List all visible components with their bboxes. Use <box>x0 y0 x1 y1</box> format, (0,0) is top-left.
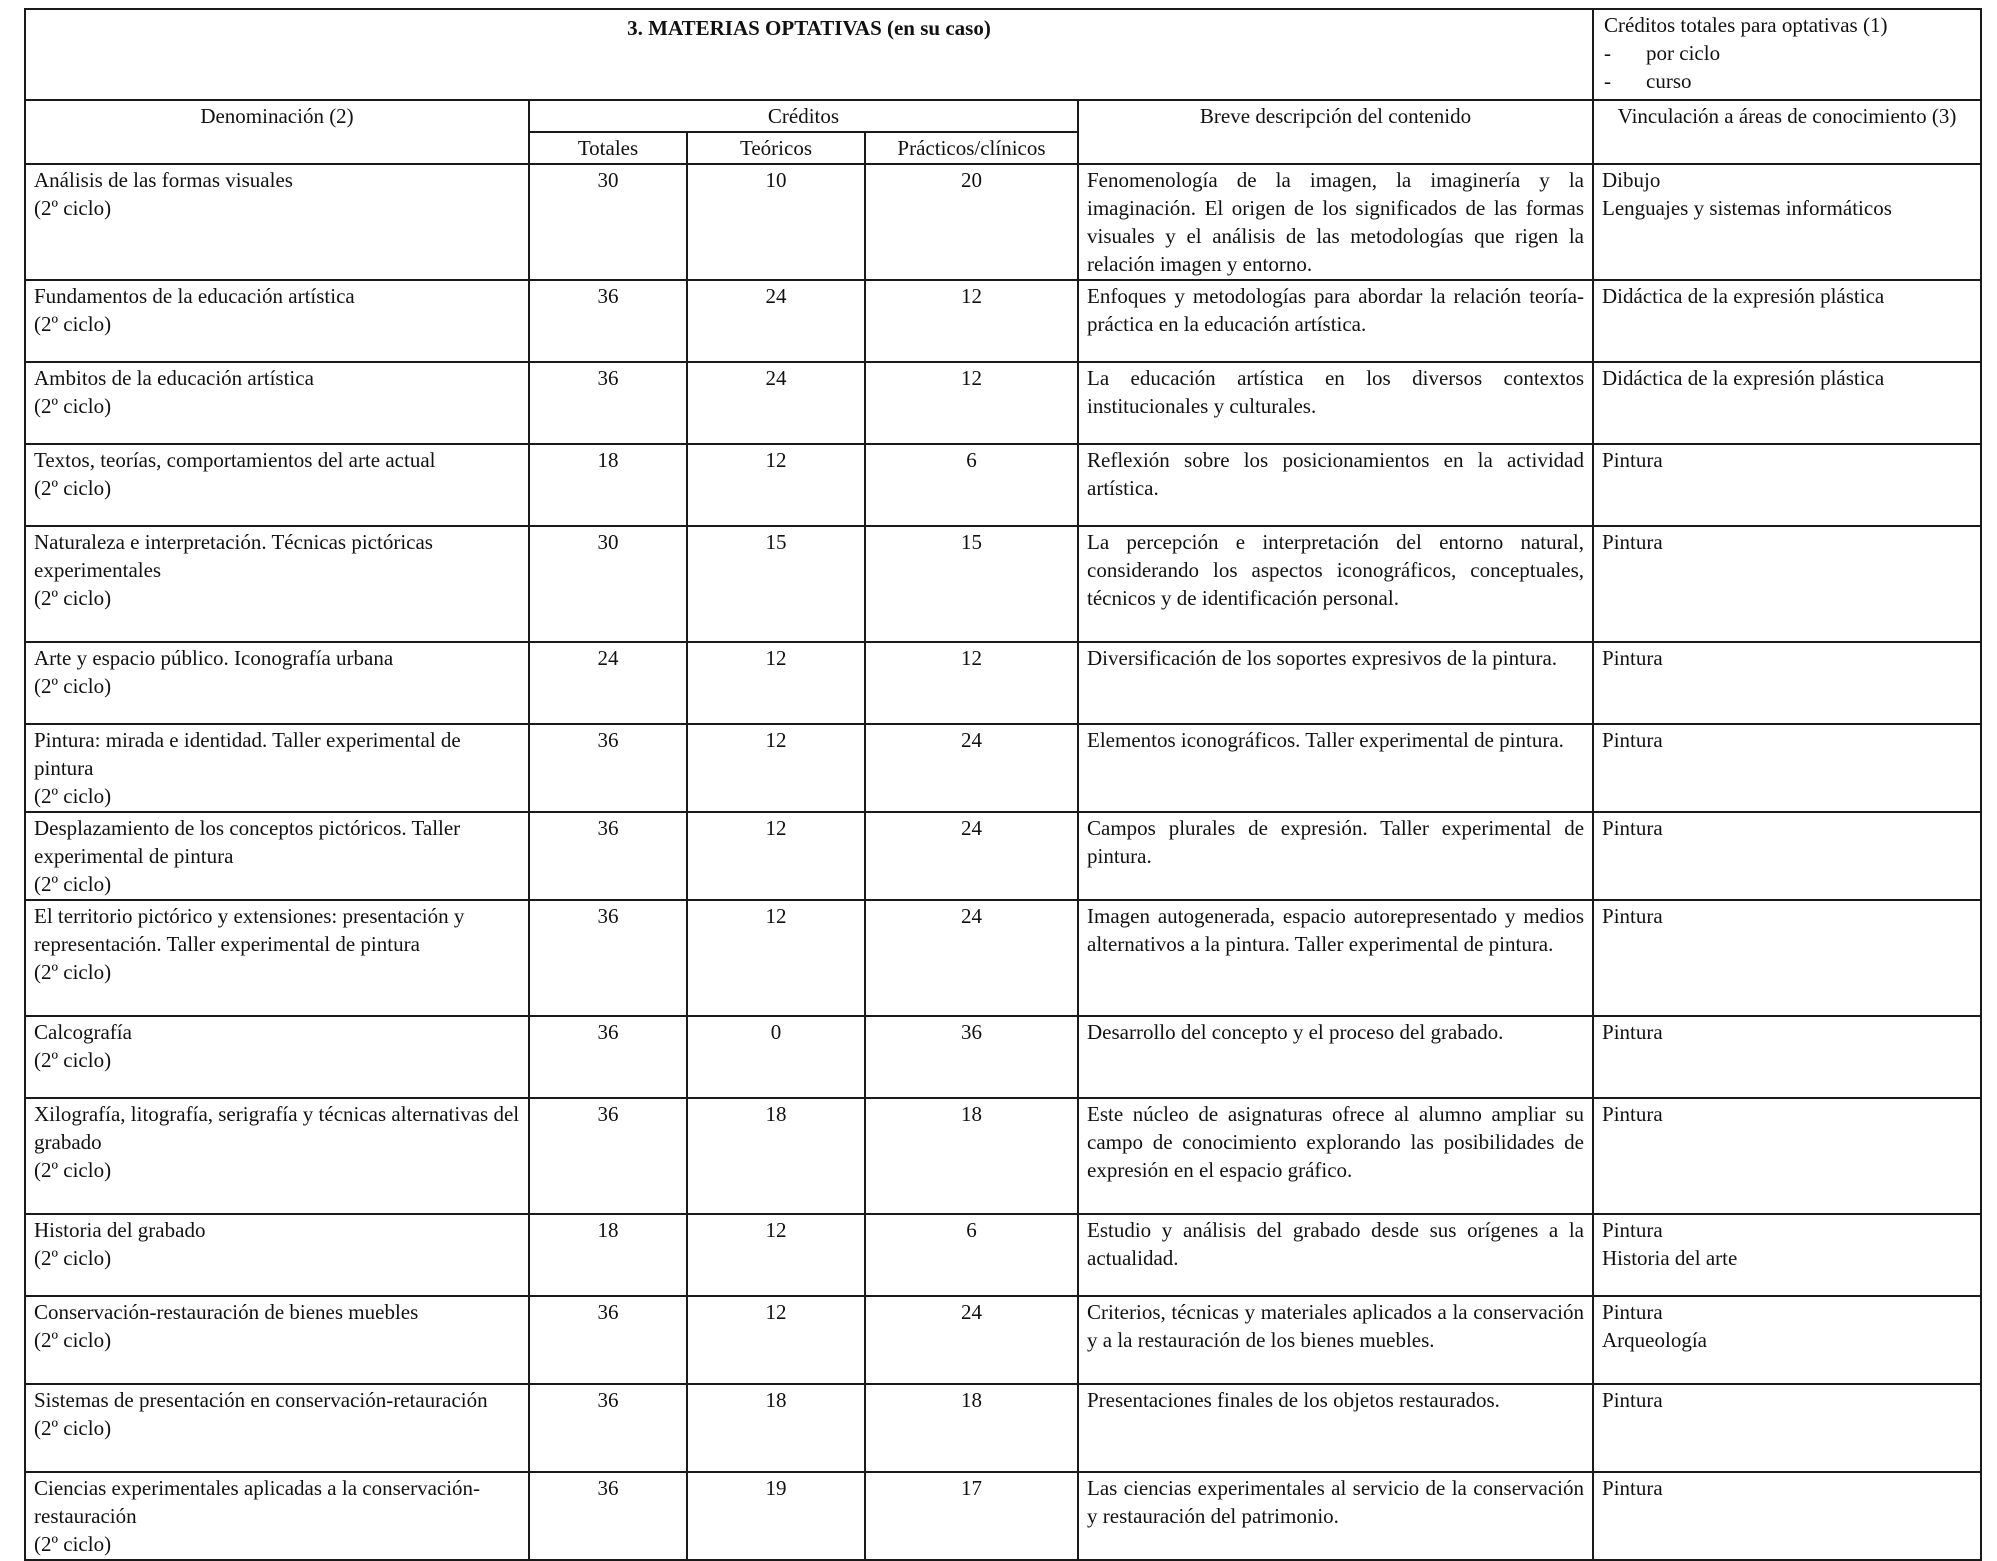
areas-cell <box>1593 1016 1981 1098</box>
subject-name-cell <box>25 526 529 642</box>
credits-totales: 36 <box>529 1098 687 1214</box>
areas-cell <box>1593 642 1981 724</box>
area-item: Pintura <box>1602 816 1663 840</box>
subject-name-cell <box>25 642 529 724</box>
credits-practicos: 6 <box>865 444 1078 526</box>
subject-name: Desplazamiento de los conceptos pictóricos. Taller experimental de pintura <box>34 816 461 868</box>
area-item: Pintura <box>1602 1388 1663 1412</box>
table-row <box>25 164 1981 280</box>
subject-name: Historia del grabado <box>34 1218 206 1242</box>
col-header-areas: Vinculación a áreas de conocimiento (3) <box>1593 100 1981 164</box>
areas-cell <box>1593 526 1981 642</box>
areas-cell <box>1593 1098 1981 1214</box>
description-cell: Elementos iconográficos. Taller experimental de pintura. <box>1078 724 1593 812</box>
col-header-practicos: Prácticos/clínicos <box>865 132 1078 164</box>
description-cell: Reflexión sobre los posicionamientos en la actividad artística. <box>1078 444 1593 526</box>
credits-total-cell <box>1593 9 1981 100</box>
credits-practicos: 12 <box>865 362 1078 444</box>
description-cell: Criterios, técnicas y materiales aplicados a la conservación y a la restauración de los bienes muebles. <box>1078 1296 1593 1384</box>
subject-name-cell <box>25 812 529 900</box>
areas-cell <box>1593 900 1981 1016</box>
subject-name: Ciencias experimentales aplicadas a la conservación-restauración <box>34 1476 481 1528</box>
credits-totales: 18 <box>529 444 687 526</box>
credits-totales: 36 <box>529 1016 687 1098</box>
areas-cell <box>1593 444 1981 526</box>
credits-totales: 18 <box>529 1214 687 1296</box>
subject-name-cell <box>25 1296 529 1384</box>
credits-teoricos: 18 <box>687 1384 865 1472</box>
subject-cycle: (2º ciclo) <box>34 784 112 808</box>
subject-cycle: (2º ciclo) <box>34 312 112 336</box>
subject-cycle: (2º ciclo) <box>34 1246 112 1270</box>
subject-name: Arte y espacio público. Iconografía urbana <box>34 646 394 670</box>
subject-name: Pintura: mirada e identidad. Taller experimental de pintura <box>34 728 461 780</box>
areas-cell <box>1593 1214 1981 1296</box>
areas-cell <box>1593 1296 1981 1384</box>
credits-practicos: 24 <box>865 724 1078 812</box>
col-header-teoricos: Teóricos <box>687 132 865 164</box>
subject-cycle: (2º ciclo) <box>34 1532 112 1556</box>
col-header-totales: Totales <box>529 132 687 164</box>
table-row <box>25 900 1981 1016</box>
subject-cycle: (2º ciclo) <box>34 872 112 896</box>
credits-teoricos: 12 <box>687 900 865 1016</box>
areas-cell <box>1593 1384 1981 1472</box>
areas-cell <box>1593 164 1981 280</box>
table-body <box>25 9 1981 1560</box>
credits-practicos: 24 <box>865 900 1078 1016</box>
table-row <box>25 1296 1981 1384</box>
description-cell: Las ciencias experimentales al servicio de la conservación y restauración del patrimonio. <box>1078 1472 1593 1560</box>
credits-practicos: 6 <box>865 1214 1078 1296</box>
credits-totales: 36 <box>529 1472 687 1560</box>
credits-practicos: 18 <box>865 1384 1078 1472</box>
credits-total-item: - por ciclo <box>1604 41 1721 65</box>
subject-cycle: (2º ciclo) <box>34 1158 112 1182</box>
subject-name-cell <box>25 1472 529 1560</box>
areas-cell <box>1593 812 1981 900</box>
table-row <box>25 1098 1981 1214</box>
area-item: Didáctica de la expresión plástica <box>1602 366 1885 390</box>
credits-totales: 36 <box>529 900 687 1016</box>
credits-teoricos: 12 <box>687 724 865 812</box>
subject-name: Textos, teorías, comportamientos del arte actual <box>34 448 436 472</box>
subject-name: Sistemas de presentación en conservación-retauración <box>34 1388 488 1412</box>
credits-totales: 36 <box>529 812 687 900</box>
table-row <box>25 1016 1981 1098</box>
area-item: Pintura <box>1602 1476 1663 1500</box>
credits-practicos: 17 <box>865 1472 1078 1560</box>
credits-teoricos: 12 <box>687 444 865 526</box>
subject-name: Naturaleza e interpretación. Técnicas pictóricas experimentales <box>34 530 433 582</box>
area-item: Pintura <box>1602 646 1663 670</box>
credits-totales: 24 <box>529 642 687 724</box>
credits-practicos: 24 <box>865 1296 1078 1384</box>
subject-name-cell <box>25 724 529 812</box>
table-row <box>25 444 1981 526</box>
title-row <box>25 9 1981 100</box>
section-title: 3. MATERIAS OPTATIVAS (en su caso) <box>25 9 1593 100</box>
area-item: Pintura <box>1602 904 1663 928</box>
table-row <box>25 362 1981 444</box>
credits-teoricos: 12 <box>687 1296 865 1384</box>
subject-name-cell <box>25 362 529 444</box>
description-cell: La percepción e interpretación del entorno natural, considerando los aspectos iconográficos, conceptuales, técnicos y de identificación personal. <box>1078 526 1593 642</box>
subject-cycle: (2º ciclo) <box>34 674 112 698</box>
area-item: Pintura <box>1602 448 1663 472</box>
subject-name: Conservación-restauración de bienes muebles <box>34 1300 419 1324</box>
area-item: Arqueología <box>1602 1328 1707 1352</box>
subject-cycle: (2º ciclo) <box>34 960 112 984</box>
subject-name-cell <box>25 900 529 1016</box>
credits-totales: 36 <box>529 1384 687 1472</box>
areas-cell <box>1593 280 1981 362</box>
area-item: Pintura <box>1602 1020 1663 1044</box>
credits-total-label: Créditos totales para optativas (1) <box>1604 13 1888 37</box>
credits-teoricos: 12 <box>687 642 865 724</box>
credits-teoricos: 19 <box>687 1472 865 1560</box>
description-cell: Imagen autogenerada, espacio autorepresentado y medios alternativos a la pintura. Taller experimental de pintura. <box>1078 900 1593 1016</box>
subject-name: Calcografía <box>34 1020 132 1044</box>
description-cell: Estudio y análisis del grabado desde sus orígenes a la actualidad. <box>1078 1214 1593 1296</box>
area-item: Lenguajes y sistemas informáticos <box>1602 196 1892 220</box>
subject-cycle: (2º ciclo) <box>34 586 112 610</box>
optativas-table <box>24 8 1982 1561</box>
subject-name: Fundamentos de la educación artística <box>34 284 355 308</box>
description-cell: Diversificación de los soportes expresivos de la pintura. <box>1078 642 1593 724</box>
description-cell: Presentaciones finales de los objetos restaurados. <box>1078 1384 1593 1472</box>
subject-cycle: (2º ciclo) <box>34 1416 112 1440</box>
credits-teoricos: 0 <box>687 1016 865 1098</box>
subject-name-cell <box>25 1098 529 1214</box>
subject-name-cell <box>25 164 529 280</box>
area-item: Historia del arte <box>1602 1246 1738 1270</box>
credits-total-item: - curso <box>1604 69 1692 93</box>
credits-practicos: 12 <box>865 280 1078 362</box>
credits-totales: 30 <box>529 164 687 280</box>
credits-practicos: 20 <box>865 164 1078 280</box>
area-item: Didáctica de la expresión plástica <box>1602 284 1885 308</box>
subject-name-cell <box>25 444 529 526</box>
table-row <box>25 280 1981 362</box>
subject-name: Xilografía, litografía, serigrafía y técnicas alternativas del grabado <box>34 1102 520 1154</box>
credits-teoricos: 15 <box>687 526 865 642</box>
credits-teoricos: 10 <box>687 164 865 280</box>
subject-name-cell <box>25 1384 529 1472</box>
description-cell: Este núcleo de asignaturas ofrece al alumno ampliar su campo de conocimiento explorando las posibilidades de expresión en el espacio gráfico. <box>1078 1098 1593 1214</box>
area-item: Pintura <box>1602 1102 1663 1126</box>
area-item: Pintura <box>1602 728 1663 752</box>
area-item: Pintura <box>1602 1218 1663 1242</box>
credits-practicos: 12 <box>865 642 1078 724</box>
subject-name-cell <box>25 1016 529 1098</box>
area-item: Dibujo <box>1602 168 1661 192</box>
col-header-description: Breve descripción del contenido <box>1078 100 1593 164</box>
subject-name-cell <box>25 280 529 362</box>
credits-teoricos: 12 <box>687 812 865 900</box>
subject-cycle: (2º ciclo) <box>34 394 112 418</box>
table-row <box>25 812 1981 900</box>
table-row <box>25 526 1981 642</box>
area-item: Pintura <box>1602 1300 1663 1324</box>
subject-name: El territorio pictórico y extensiones: presentación y representación. Taller experimental de pintura <box>34 904 465 956</box>
credits-practicos: 24 <box>865 812 1078 900</box>
credits-practicos: 18 <box>865 1098 1078 1214</box>
credits-totales: 30 <box>529 526 687 642</box>
subject-cycle: (2º ciclo) <box>34 196 112 220</box>
credits-teoricos: 18 <box>687 1098 865 1214</box>
description-cell: Campos plurales de expresión. Taller experimental de pintura. <box>1078 812 1593 900</box>
col-header-name: Denominación (2) <box>25 100 529 164</box>
table-row <box>25 642 1981 724</box>
description-cell: Fenomenología de la imagen, la imaginería y la imaginación. El origen de los significados de las formas visuales y el análisis de las metodologías que rigen la relación imagen y entorno. <box>1078 164 1593 280</box>
credits-totales: 36 <box>529 724 687 812</box>
credits-practicos: 36 <box>865 1016 1078 1098</box>
credits-totales: 36 <box>529 1296 687 1384</box>
credits-teoricos: 24 <box>687 280 865 362</box>
credits-teoricos: 12 <box>687 1214 865 1296</box>
table-row <box>25 1384 1981 1472</box>
subject-name: Ambitos de la educación artística <box>34 366 314 390</box>
credits-practicos: 15 <box>865 526 1078 642</box>
subject-cycle: (2º ciclo) <box>34 1048 112 1072</box>
areas-cell <box>1593 362 1981 444</box>
credits-totales: 36 <box>529 362 687 444</box>
credits-totales: 36 <box>529 280 687 362</box>
description-cell: Enfoques y metodologías para abordar la relación teoría-práctica en la educación artística. <box>1078 280 1593 362</box>
area-item: Pintura <box>1602 530 1663 554</box>
col-header-credits: Créditos <box>529 100 1078 132</box>
subject-name: Análisis de las formas visuales <box>34 168 293 192</box>
areas-cell <box>1593 724 1981 812</box>
header-row <box>25 100 1981 132</box>
subject-cycle: (2º ciclo) <box>34 476 112 500</box>
table-row <box>25 1472 1981 1560</box>
table-row <box>25 1214 1981 1296</box>
subject-cycle: (2º ciclo) <box>34 1328 112 1352</box>
description-cell: Desarrollo del concepto y el proceso del grabado. <box>1078 1016 1593 1098</box>
credits-teoricos: 24 <box>687 362 865 444</box>
areas-cell <box>1593 1472 1981 1560</box>
subject-name-cell <box>25 1214 529 1296</box>
table-row <box>25 724 1981 812</box>
description-cell: La educación artística en los diversos contextos institucionales y culturales. <box>1078 362 1593 444</box>
